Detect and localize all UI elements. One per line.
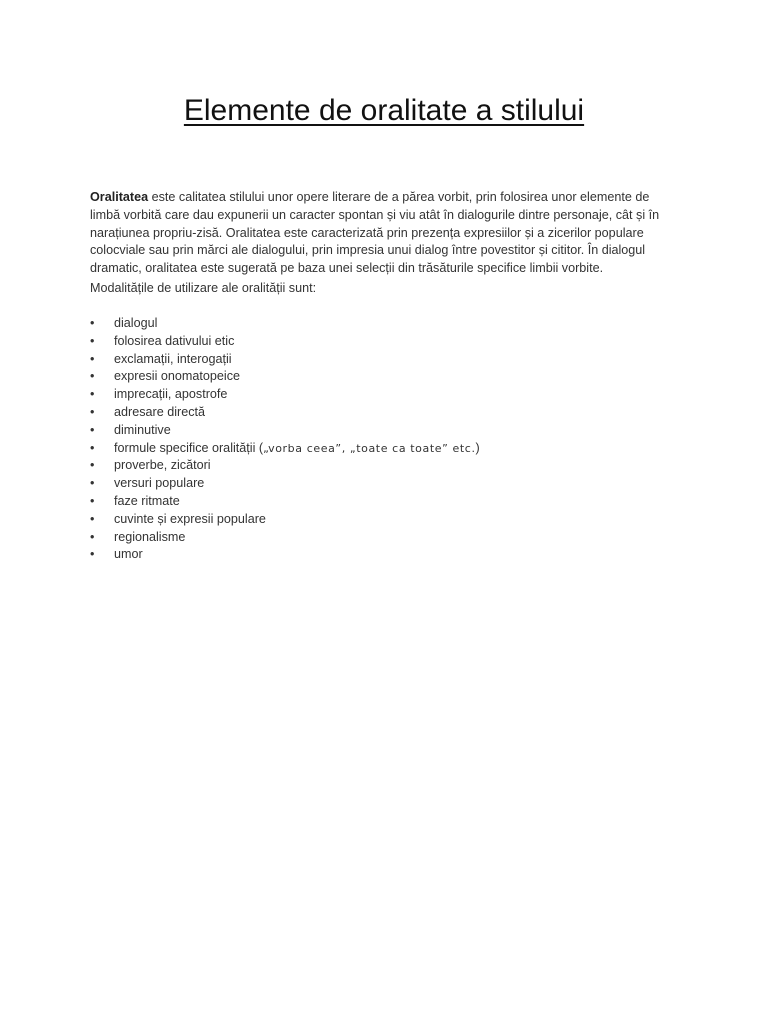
list-item [90, 351, 682, 369]
list-item-text: versuri populare [114, 476, 205, 491]
bullet-icon: • [90, 369, 95, 384]
bullet-icon: • [90, 511, 95, 526]
bullet-icon: • [90, 422, 95, 437]
list-item-text: expresii onomatopeice [114, 369, 241, 384]
list-item [90, 422, 682, 440]
list-item-text: umor [114, 547, 143, 562]
list-item-text: adresare directă [114, 404, 206, 419]
list-item [90, 386, 682, 404]
bullet-icon: • [90, 333, 95, 348]
list-item-text: diminutive [114, 422, 171, 437]
intro-bold-term: Oralitatea [90, 190, 149, 204]
page-title-text: Elemente de oralitate a stilului [183, 94, 585, 127]
list-item-text: folosirea dativului etic [114, 333, 235, 348]
bullet-icon: • [90, 493, 95, 508]
bullet-icon: • [90, 458, 95, 473]
oral-elements-list [90, 315, 682, 564]
list-item [90, 493, 682, 511]
page-title [0, 93, 768, 129]
bullet-icon: • [90, 351, 95, 366]
formula-prefix: formule specifice oralității ( [114, 440, 264, 455]
bullet-icon: • [90, 316, 95, 330]
list-item-text: dialogul [114, 316, 158, 330]
bullet-icon: • [90, 529, 95, 544]
bullet-icon: • [90, 387, 95, 402]
bullet-icon: • [90, 547, 95, 562]
list-item [90, 315, 682, 333]
list-item [90, 457, 682, 475]
intro-text: este calitatea stilului unor opere literare de a părea vorbit, prin folosirea unor elemente de limbă vorbită care dau expunerii un caracter spontan și viu atât în dialogurile dintre personaje, cât și în narațiunea propriu-zisă. Oralitatea este caracterizată prin prezența expresiilor și a zicerilor populare colocviale sau prin mărci ale dialogului, prin impresia unui dialog între povestitor și cititor. În dialogul dramatic, oralitatea este sugerată pe baza unei selecții din trăsăturile specifice limbii vorbite. [90, 190, 660, 276]
list-item [90, 368, 682, 386]
list-item [90, 333, 682, 351]
list-item-text: imprecații, apostrofe [114, 387, 228, 402]
intro-paragraph [90, 189, 682, 278]
list-item-text: exclamații, interogații [114, 351, 232, 366]
bullet-icon: • [90, 404, 95, 419]
list-item-text: regionalisme [114, 529, 186, 544]
list-item [90, 475, 682, 493]
bullet-icon: • [90, 440, 95, 455]
list-item-formula [90, 440, 682, 458]
list-item [90, 511, 682, 529]
list-item-text: cuvinte și expresii populare [114, 511, 266, 526]
modalities-heading: Modalitățile de utilizare ale oralității sunt: [90, 281, 317, 295]
list-item-text: faze ritmate [114, 493, 180, 508]
list-item-text: proverbe, zicători [114, 458, 211, 473]
formula-suffix: ) [475, 440, 480, 455]
bullet-icon: • [90, 476, 95, 491]
list-item [90, 529, 682, 547]
list-item [90, 546, 682, 564]
formula-quote: „vorba ceea”, „toate ca toate” etc. [263, 441, 476, 455]
list-item [90, 404, 682, 422]
